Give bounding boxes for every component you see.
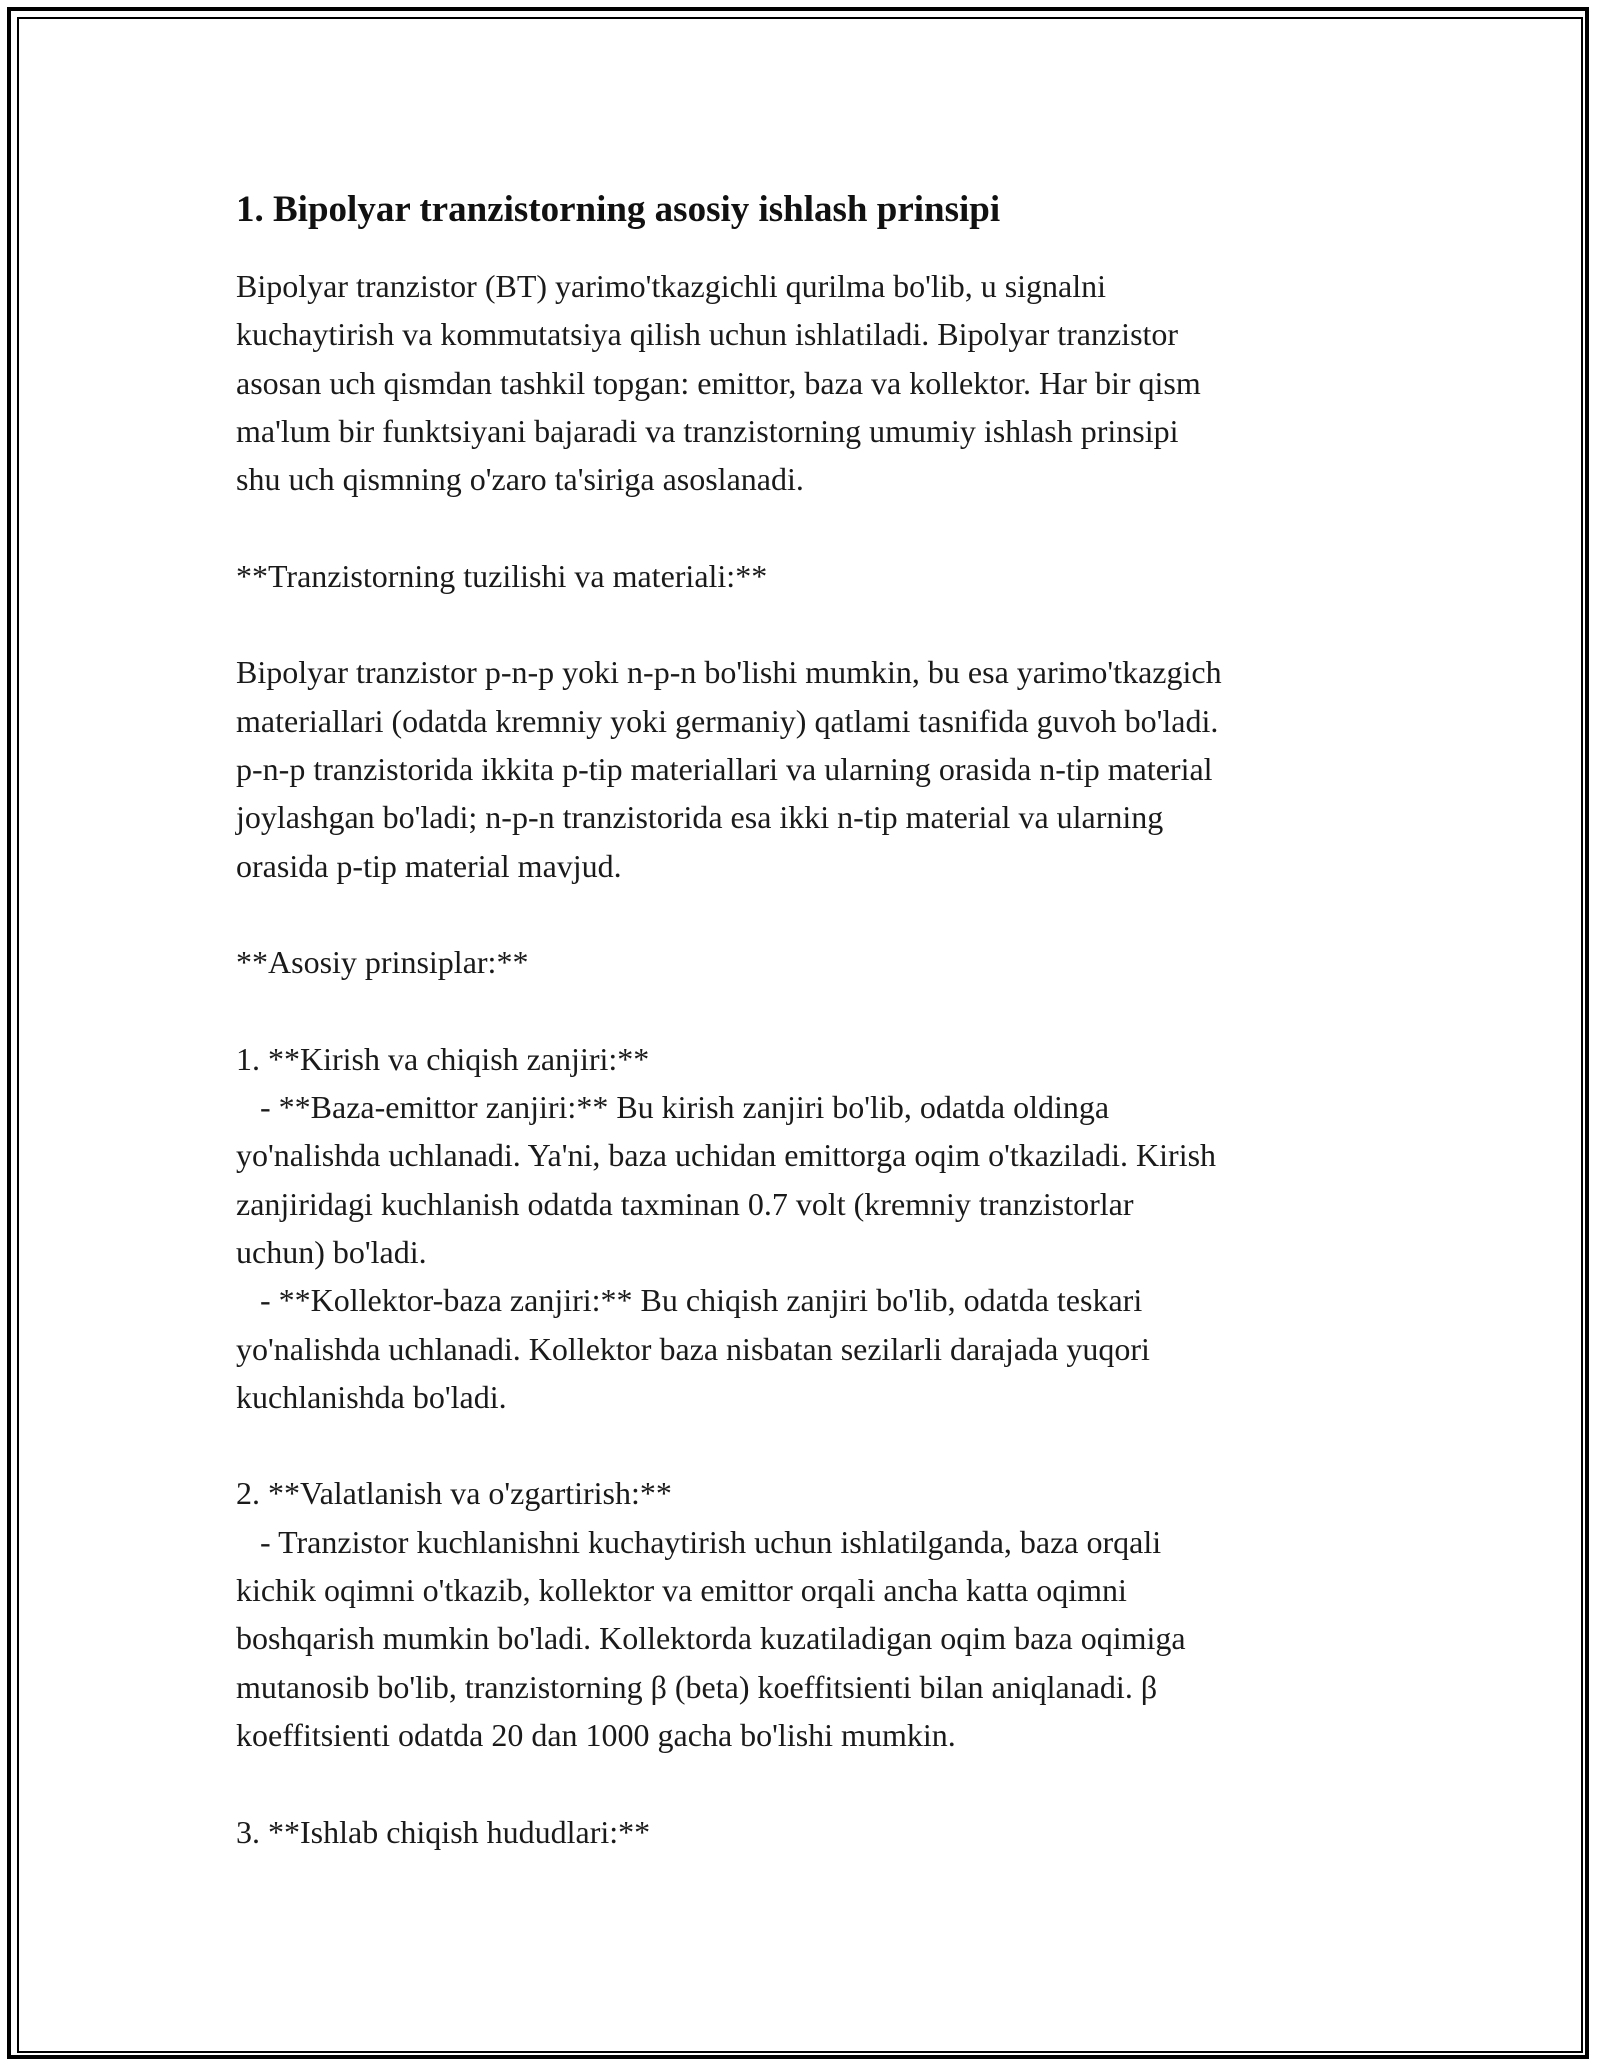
principles-subheading: **Asosiy prinsiplar:**	[236, 944, 529, 981]
list-item-regions: 3. **Ishlab chiqish hududlari:**	[236, 1813, 651, 1850]
blank-line	[236, 890, 1386, 938]
intro-paragraph: Bipolyar tranzistor (BT) yarimo'tkazgichli qurilma bo'lib, u signalni kuchaytirish va kommutatsiya qilish uchun ishlatiladi. Bipolyar tranzistor asosan uch qismdan tashkil topgan: emittor, baza va kollektor. Har bir qism ma'lum bir funktsiyani bajaradi va tranzistorning umumiy ishlash prinsipi shu uch qismning o'zaro ta'siriga asoslanadi.	[236, 268, 1201, 498]
blank-line	[236, 503, 1386, 551]
blank-line	[236, 986, 1386, 1034]
document-body	[236, 186, 1386, 1856]
list-item-amplification: 2. **Valatlanish va o'zgartirish:** - Tranzistor kuchlanishni kuchaytirish uchun ishlatilganda, baza orqali kichik oqimni o'tkazib, kollektor va emittor orqali ancha katta oqimni boshqarish mumkin bo'ladi. Kollektorda kuzatiladigan oqim baza oqimiga mutanosib bo'lib, tranzistorning β (beta) koeffitsienti bilan aniqlanadi. β koeffitsienti odatda 20 dan 1000 gacha bo'lishi mumkin.	[236, 1475, 1186, 1753]
list-item-circuits: 1. **Kirish va chiqish zanjiri:** - **Baza-emittor zanjiri:** Bu kirish zanjiri bo'lib, odatda oldinga yo'nalishda uchlanadi. Ya'ni, baza uchidan emittorga oqim o'tkaziladi. Kirish zanjiridagi kuchlanish odatda taxminan 0.7 volt (kremniy tranzistorlar uchun) bo'ladi. - **Kollektor-baza zanjiri:** Bu chiqish zanjiri bo'lib, odatda teskari yo'nalishda uchlanadi. Kollektor baza nisbatan sezilarli darajada yuqori kuchlanishda bo'ladi.	[236, 1040, 1217, 1415]
blank-line	[236, 600, 1386, 648]
blank-line	[236, 1421, 1386, 1469]
structure-subheading: **Tranzistorning tuzilishi va materiali:**	[236, 557, 768, 594]
section-heading: 1. Bipolyar tranzistorning asosiy ishlash prinsipi	[236, 189, 1001, 230]
structure-paragraph: Bipolyar tranzistor p-n-p yoki n-p-n bo'lishi mumkin, bu esa yarimo'tkazgich materiallari (odatda kremniy yoki germaniy) qatlami tasnifida guvoh bo'ladi. p-n-p tranzistorida ikkita p-tip materiallari va ularning orasida n-tip material joylashgan bo'ladi; n-p-n tranzistorida esa ikki n-tip material va ularning orasida p-tip material mavjud.	[236, 654, 1222, 884]
blank-line	[236, 1759, 1386, 1807]
